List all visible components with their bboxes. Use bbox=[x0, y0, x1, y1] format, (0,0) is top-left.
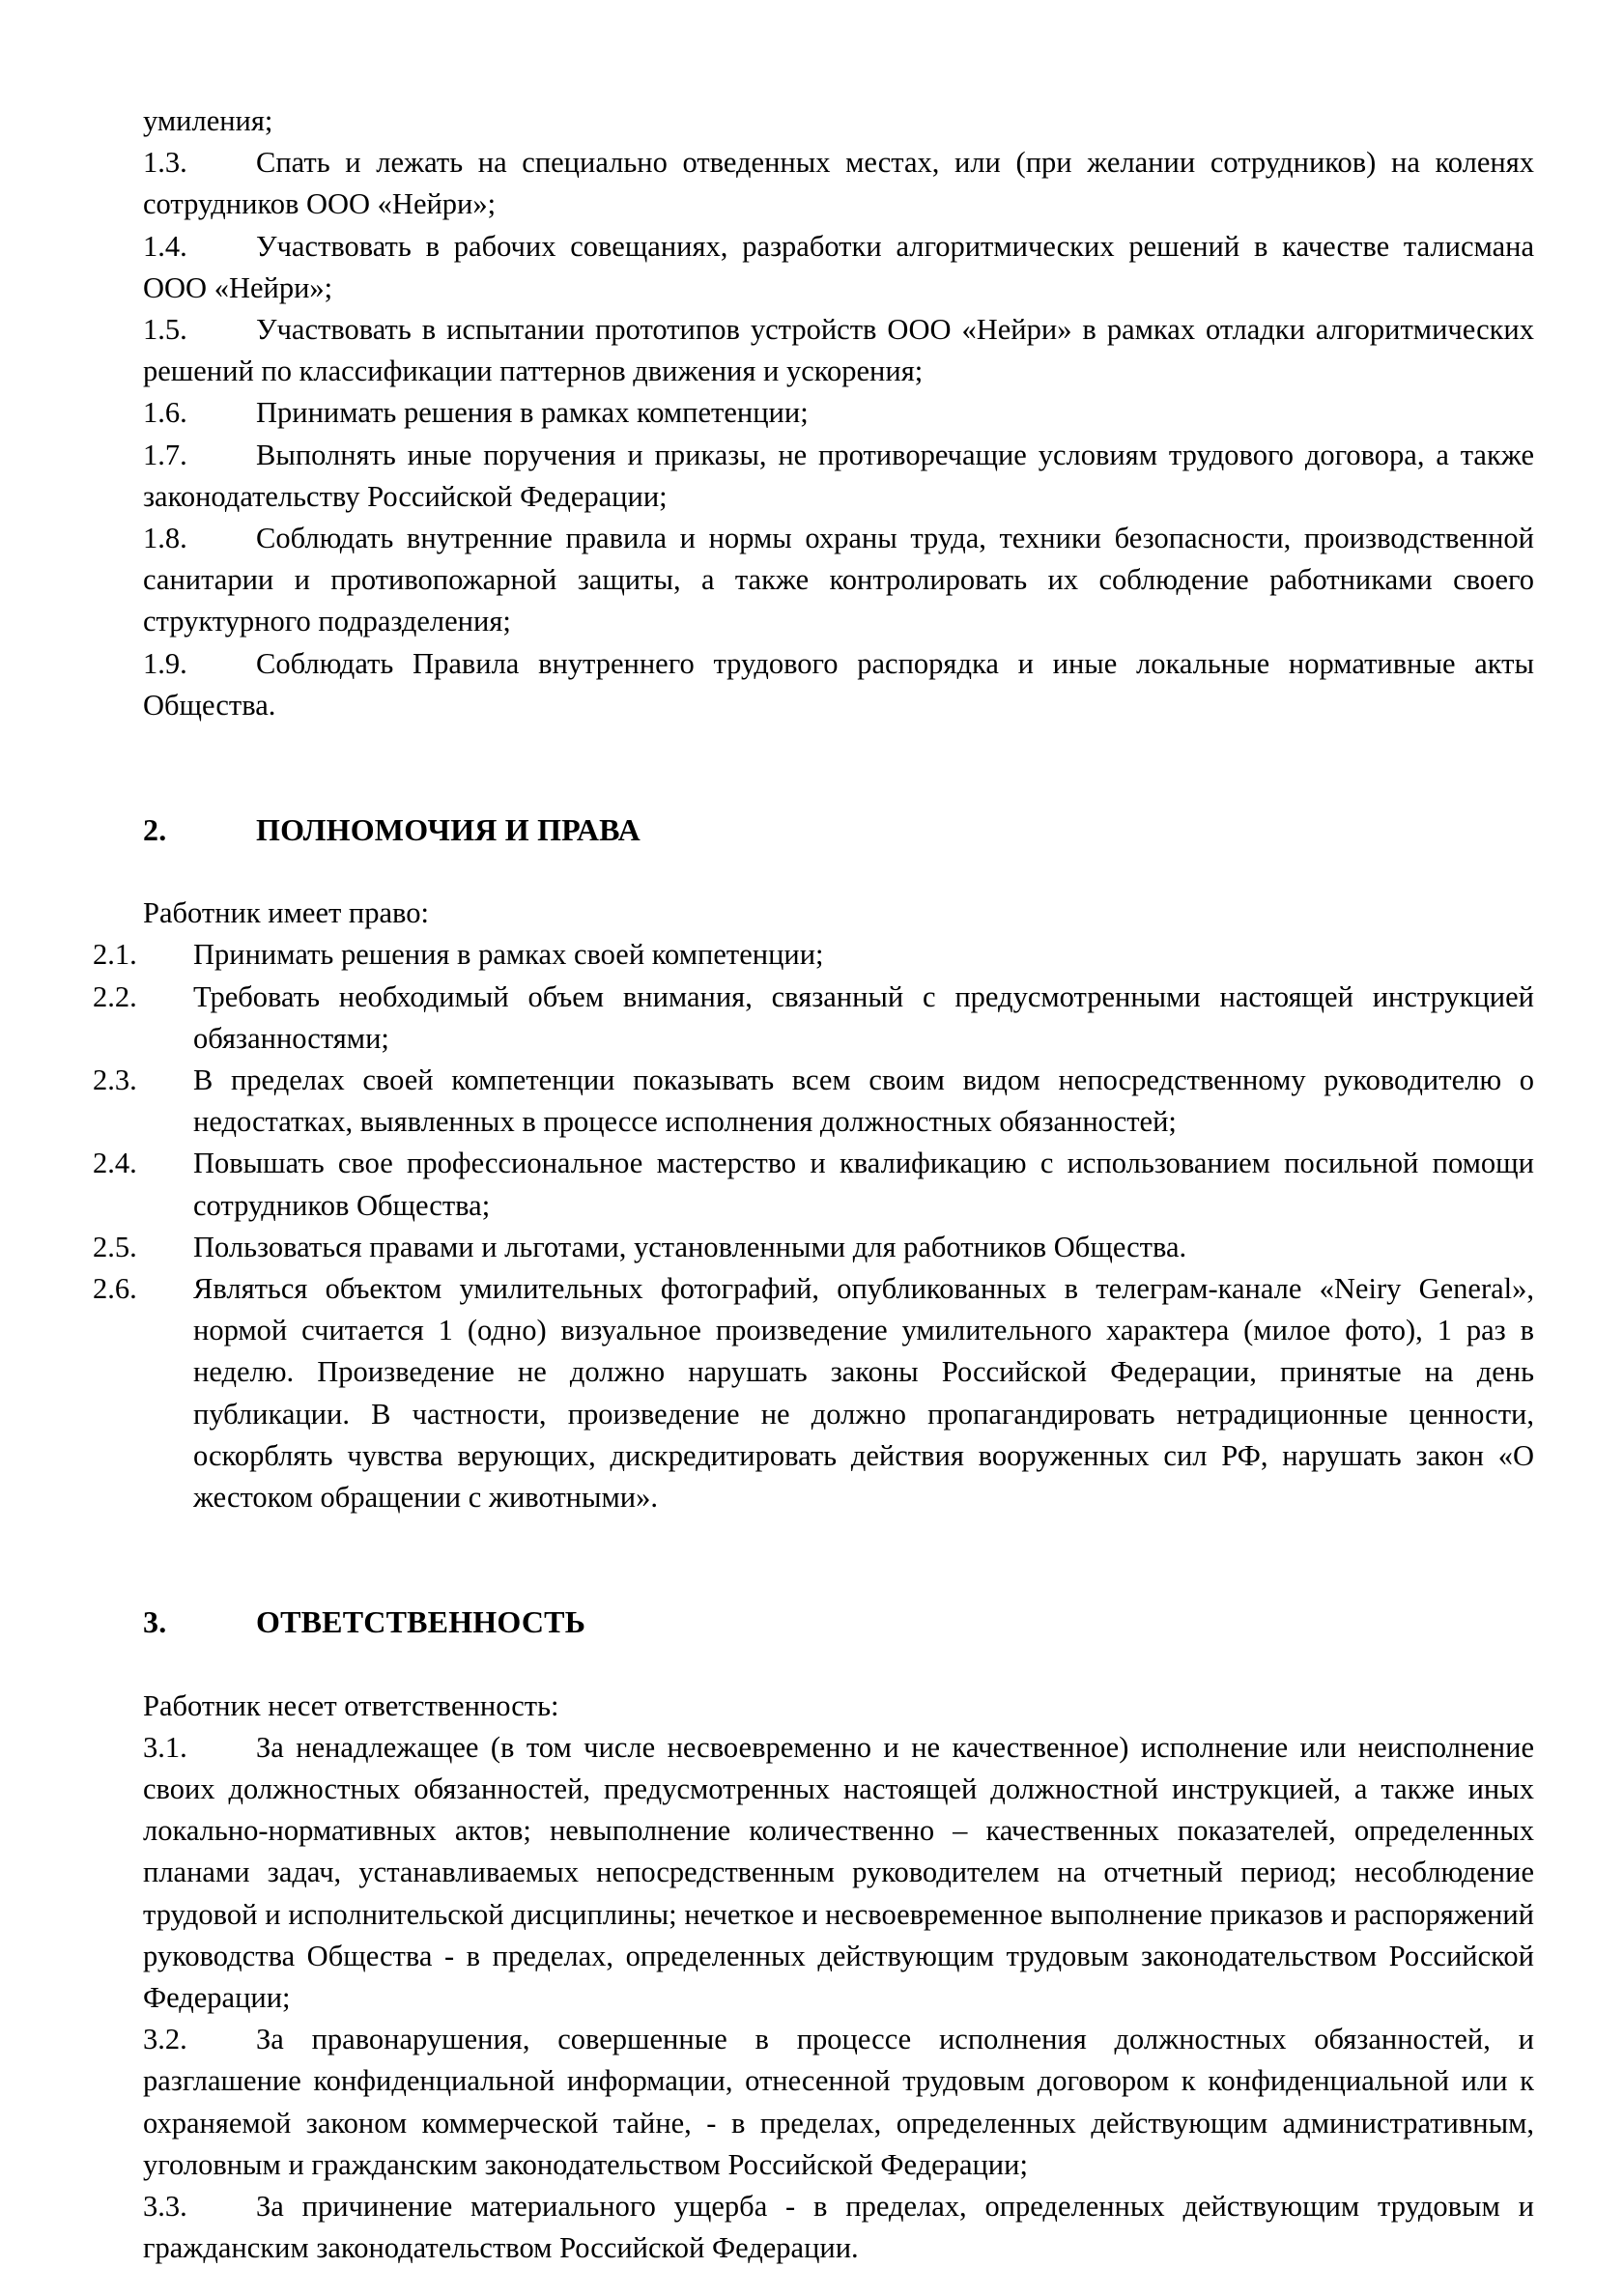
list-item bbox=[143, 2186, 1534, 2269]
list-item bbox=[143, 1727, 1534, 2019]
item-number: 2.2. bbox=[93, 979, 137, 1013]
list-item bbox=[143, 643, 1534, 726]
list-item bbox=[93, 1227, 1534, 1268]
list-item bbox=[143, 226, 1534, 309]
item-number: 3.3. bbox=[143, 2189, 187, 2223]
document-body bbox=[93, 100, 1534, 2269]
spacer bbox=[143, 851, 1534, 893]
list-item bbox=[143, 2019, 1534, 2186]
item-number: 1.9. bbox=[143, 646, 187, 680]
item-number: 1.5. bbox=[143, 313, 187, 347]
section-2-lead: Работник имеет право: bbox=[143, 896, 429, 930]
continued-paragraph: умиления; bbox=[143, 104, 273, 137]
section-title: ПОЛНОМОЧИЯ И ПРАВА bbox=[256, 812, 641, 848]
item-number: 2.1. bbox=[93, 938, 137, 972]
item-text: Соблюдать внутренние правила и нормы охраны труда, техники безопасности, производственной санитарии и противопожарной защиты, а также контролировать их соблюдение работниками своего структурного подразделения; bbox=[143, 522, 1534, 638]
item-number: 3.2. bbox=[143, 2023, 187, 2056]
item-text: За ненадлежащее (в том числе несвоевременно и не качественное) исполнение или неисполнение своих должностных обязанностей, предусмотренных настоящей должностной инструкцией, а также иных локально-нормативных актов; невыполнение количественно – качественных показателей, определенных планами задач, устанавливаемых непосредственным руководителем на отчетный период; несоблюдение трудовой и исполнительской дисциплины; нечеткое и несвоевременное выполнение приказов и распоряжений руководства Общества - в пределах, определенных действующим трудовым законодательством Российской Федерации; bbox=[143, 1730, 1534, 2014]
spacer bbox=[143, 1644, 1534, 1686]
list-item bbox=[93, 977, 1534, 1060]
item-text: Принимать решения в рамках своей компетенции; bbox=[193, 938, 824, 972]
section-3-heading bbox=[143, 1602, 1534, 1643]
item-number: 1.8. bbox=[143, 522, 187, 555]
list-item bbox=[143, 435, 1534, 518]
section-number: 3. bbox=[143, 1604, 167, 1640]
item-text: Повышать свое профессиональное мастерство и квалификацию с использованием посильной помощи сотрудников Общества; bbox=[193, 1147, 1534, 1222]
item-text: Спать и лежать на специально отведенных местах, или (при желании сотрудников) на коленях сотрудников ООО «Нейри»; bbox=[143, 146, 1534, 221]
section-title: ОТВЕТСТВЕННОСТЬ bbox=[256, 1604, 586, 1640]
list-item bbox=[93, 1060, 1534, 1143]
list-item bbox=[143, 309, 1534, 392]
list-item bbox=[143, 142, 1534, 225]
section-number: 2. bbox=[143, 812, 167, 848]
item-text: Требовать необходимый объем внимания, связанный с предусмотренными настоящей инструкцией обязанностями; bbox=[193, 979, 1534, 1055]
item-number: 1.4. bbox=[143, 229, 187, 263]
spacer bbox=[143, 1518, 1534, 1602]
item-text: Соблюдать Правила внутреннего трудового распорядка и иные локальные нормативные акты Общества. bbox=[143, 646, 1534, 722]
item-number: 2.3. bbox=[93, 1063, 137, 1097]
item-text: Являться объектом умилительных фотографий, опубликованных в телеграм-канале «Neiry General», нормой считается 1 (одно) визуальное произведение умилительного характера (милое фото), 1 раз в неделю. Произведение не должно нарушать законы Российской Федерации, принятые на день публикации. В частности, произведение не должно пропагандировать нетрадиционные ценности, оскорблять чувства верующих, дискредитировать действия вооруженных сил РФ, нарушать закон «О жестоком обращении с животными». bbox=[193, 1272, 1534, 1515]
item-text: За правонарушения, совершенные в процессе исполнения должностных обязанностей, и разглашение конфиденциальной информации, отнесенной трудовым договором к конфиденциальной или к охраняемой законом коммерческой тайне, - в пределах, определенных действующим административным, уголовным и гражданским законодательством Российской Федерации; bbox=[143, 2023, 1534, 2181]
list-item bbox=[143, 392, 1534, 434]
item-number: 2.6. bbox=[93, 1272, 137, 1306]
section-3-lead: Работник несет ответственность: bbox=[143, 1688, 559, 1722]
list-item bbox=[143, 518, 1534, 643]
item-text: В пределах своей компетенции показывать всем своим видом непосредственному руководителю о недостатках, выявленных в процессе исполнения должностных обязанностей; bbox=[193, 1063, 1534, 1139]
item-number: 1.3. bbox=[143, 146, 187, 180]
section-2-heading bbox=[143, 809, 1534, 851]
item-text: Принимать решения в рамках компетенции; bbox=[256, 396, 809, 430]
item-number: 2.4. bbox=[93, 1147, 137, 1180]
item-text: Участвовать в рабочих совещаниях, разработки алгоритмических решений в качестве талисмана ООО «Нейри»; bbox=[143, 229, 1534, 304]
item-text: Выполнять иные поручения и приказы, не противоречащие условиям трудового договора, а также законодательству Российской Федерации; bbox=[143, 438, 1534, 513]
item-number: 1.7. bbox=[143, 438, 187, 471]
item-text: Пользоваться правами и льготами, установленными для работников Общества. bbox=[193, 1230, 1187, 1263]
item-number: 3.1. bbox=[143, 1730, 187, 1764]
item-number: 2.5. bbox=[93, 1230, 137, 1263]
spacer bbox=[143, 726, 1534, 809]
item-number: 1.6. bbox=[143, 396, 187, 430]
item-text: Участвовать в испытании прототипов устройств ООО «Нейри» в рамках отладки алгоритмических решений по классификации паттернов движения и ускорения; bbox=[143, 313, 1534, 388]
list-item bbox=[93, 1268, 1534, 1518]
item-text: За причинение материального ущерба - в пределах, определенных действующим трудовым и гражданским законодательством Российской Федерации. bbox=[143, 2189, 1534, 2265]
list-item bbox=[93, 1143, 1534, 1226]
list-item bbox=[93, 934, 1534, 976]
